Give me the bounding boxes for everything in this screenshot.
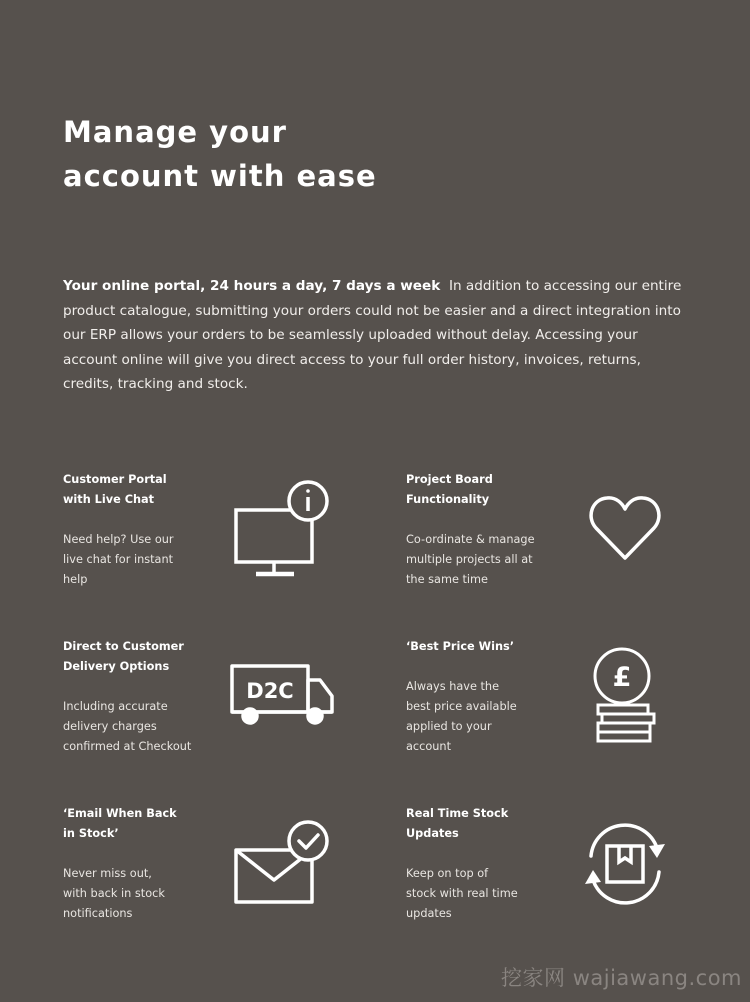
d2c-icon-label: D2C bbox=[246, 679, 294, 703]
feature-description bbox=[406, 864, 518, 924]
feature-description-line: live chat for instant bbox=[63, 553, 174, 566]
feature-best-price-wins bbox=[406, 637, 517, 757]
feature-description-line: applied to your bbox=[406, 720, 492, 733]
feature-description-line: Including accurate bbox=[63, 700, 168, 713]
feature-direct-to-customer bbox=[63, 637, 191, 757]
feature-description-line: best price available bbox=[406, 700, 517, 713]
feature-description-line: Need help? Use our bbox=[63, 533, 174, 546]
feature-title bbox=[406, 804, 518, 844]
feature-project-board bbox=[406, 470, 535, 590]
heart-icon bbox=[588, 494, 662, 564]
feature-title-line: with Live Chat bbox=[63, 493, 155, 506]
feature-description-line: confirmed at Checkout bbox=[63, 740, 192, 753]
pound-icon-label: £ bbox=[612, 662, 632, 693]
feature-real-time-stock bbox=[406, 804, 518, 924]
feature-description-line: Never miss out, bbox=[63, 867, 152, 880]
feature-title-line: Updates bbox=[406, 827, 459, 840]
feature-customer-portal bbox=[63, 470, 174, 590]
feature-description-line: Keep on top of bbox=[406, 867, 489, 880]
feature-title-line: Real Time Stock bbox=[406, 807, 509, 820]
feature-description bbox=[63, 697, 191, 757]
feature-description-line: the same time bbox=[406, 573, 489, 586]
intro-body: In addition to accessing our entire product catalogue, submitting your orders could not be easier and a direct integration into our ERP allows your orders to be seamlessly uploaded without delay. Accessing your account online will give you direct access to your full order history, invoices, returns, credits, tracking and stock. bbox=[63, 278, 682, 393]
box-refresh-icon bbox=[579, 818, 671, 910]
feature-description-line: help bbox=[63, 573, 88, 586]
watermark: 挖家网 wajiawang.com bbox=[501, 966, 742, 990]
feature-title bbox=[63, 470, 174, 510]
intro-lead: Your online portal, 24 hours a day, 7 days a week bbox=[63, 278, 441, 294]
page-title bbox=[63, 110, 377, 198]
feature-title-line: Delivery Options bbox=[63, 660, 170, 673]
feature-description-line: Always have the bbox=[406, 680, 500, 693]
feature-description bbox=[63, 530, 174, 590]
feature-title-line: Functionality bbox=[406, 493, 490, 506]
feature-title-line: Project Board bbox=[406, 473, 493, 486]
feature-title bbox=[63, 804, 177, 844]
feature-title bbox=[406, 637, 517, 657]
feature-description-line: with back in stock bbox=[63, 887, 165, 900]
d2c-truck-icon bbox=[228, 662, 338, 730]
feature-title-line: ‘Email When Back bbox=[63, 807, 177, 820]
feature-description-line: multiple projects all at bbox=[406, 553, 533, 566]
feature-description-line: notifications bbox=[63, 907, 133, 920]
feature-title bbox=[406, 470, 535, 510]
feature-title-line: Direct to Customer bbox=[63, 640, 184, 653]
feature-description bbox=[63, 864, 177, 924]
feature-title-line: Customer Portal bbox=[63, 473, 167, 486]
feature-description bbox=[406, 677, 517, 757]
page-title-line-1: Manage your bbox=[63, 115, 287, 149]
feature-description-line: Co-ordinate & manage bbox=[406, 533, 535, 546]
feature-title-line: in Stock’ bbox=[63, 827, 119, 840]
feature-email-back-in-stock bbox=[63, 804, 177, 924]
feature-title-line: ‘Best Price Wins’ bbox=[406, 640, 515, 653]
pound-coins-icon bbox=[590, 646, 660, 746]
feature-description bbox=[406, 530, 535, 590]
feature-description-line: delivery charges bbox=[63, 720, 157, 733]
feature-title bbox=[63, 637, 191, 677]
monitor-info-icon bbox=[230, 480, 335, 580]
envelope-check-icon bbox=[230, 818, 335, 908]
intro-paragraph bbox=[63, 274, 683, 397]
feature-description-line: stock with real time bbox=[406, 887, 518, 900]
feature-description-line: account bbox=[406, 740, 452, 753]
page-title-line-2: account with ease bbox=[63, 159, 377, 193]
feature-description-line: updates bbox=[406, 907, 452, 920]
